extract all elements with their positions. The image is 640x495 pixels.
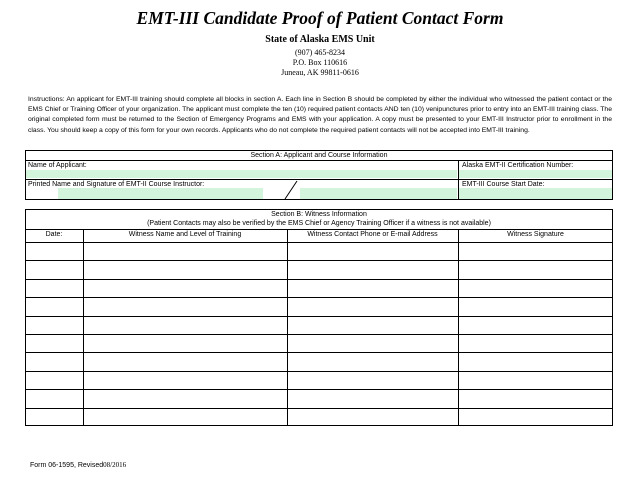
instructor-printed-name-field[interactable] [58,188,263,199]
name-signature-slash [283,180,299,200]
unit-name: State of Alaska EMS Unit [265,34,375,45]
applicant-name-field[interactable] [26,170,457,178]
section-a-heading: Section A: Applicant and Course Information [250,152,388,159]
instructor-signature-field[interactable] [300,188,457,199]
course-start-date-label: EMT-III Course Start Date: [462,181,545,188]
form-title: EMT-III Candidate Proof of Patient Contact Form [136,8,504,28]
phone-number: (907) 465-8234 [295,48,345,57]
course-start-date-field[interactable] [459,188,612,199]
section-b-subheading: (Patient Contacts may also be verified by the EMS Chief or Agency Training Officer if a witness is not available) [147,220,491,227]
column-header-signature: Witness Signature [507,231,564,238]
divider [25,279,613,280]
divider [25,316,613,317]
divider [25,297,613,298]
divider [25,242,613,243]
divider [25,334,613,335]
po-box: P.O. Box 110616 [292,58,348,67]
divider [25,260,613,261]
divider [458,229,459,426]
applicant-name-label: Name of Applicant: [28,162,87,169]
revised-date: 08/2016 [103,461,127,469]
city-address: Juneau, AK 99811-0616 [281,68,359,77]
instructions-text: Instructions: An applicant for EMT-III training should complete all blocks in section A. Each line in Section B should be completed by either the individual who witnessed the patient contact or the EMS Chief or Training Officer of your organization. The applicant must complete the ten (10) required patient contacts AND ten (10) venipunctures prior to entry into an EMT-III training class. The original completed form must be returned to the Section of Emergency Programs and EMS with your application. A copy must be presented to your EMT-III Instructor prior to enrollment in the class. You should keep a copy of this form for your own records. Applicants who do not complete the required patient contacts will not be accepted into EMT-III training. [28,96,612,134]
divider [25,371,613,372]
form-number [30,461,126,469]
instructor-label: Printed Name and Signature of EMT-II Course Instructor: [28,181,205,188]
certification-number-label: Alaska EMT-II Certification Number: [462,162,574,169]
divider [83,229,84,426]
column-header-date: Date: [45,231,63,238]
divider [287,229,288,426]
divider [25,389,613,390]
form-number-text: Form 06-1595, Revised [30,462,104,469]
divider [25,408,613,409]
certification-number-field[interactable] [459,170,612,178]
column-header-contact: Witness Contact Phone or E-mail Address [307,231,438,238]
divider [25,352,613,353]
section-b-heading: Section B: Witness Information [271,211,367,218]
column-header-witness-name: Witness Name and Level of Training [128,231,242,238]
